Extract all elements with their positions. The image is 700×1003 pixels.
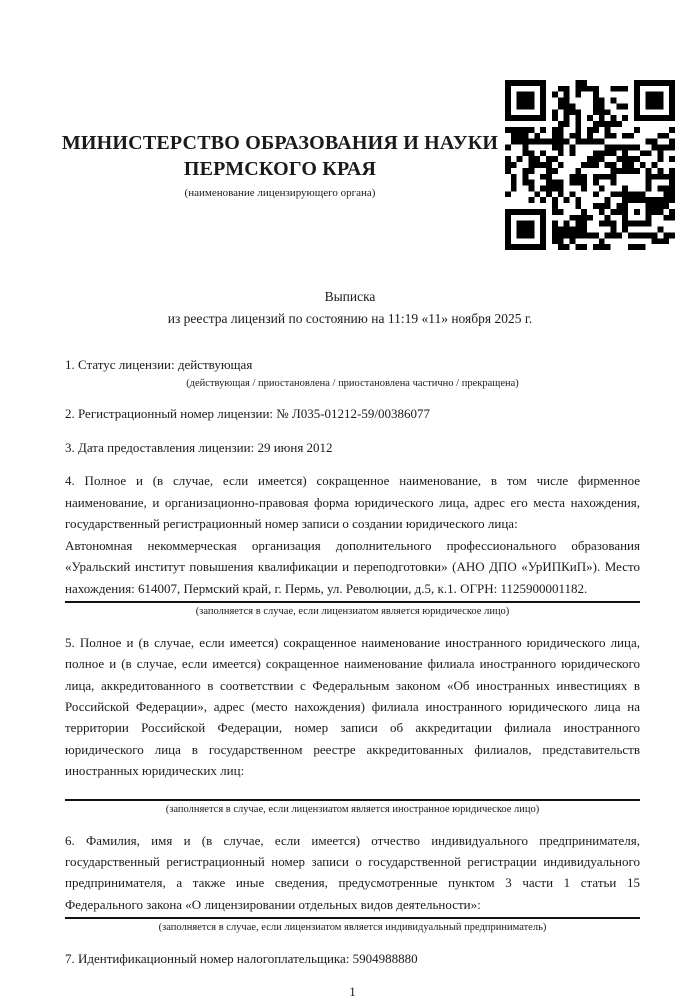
item-taxpayer-number [65, 948, 640, 969]
foreign-entity-rule-caption: (заполняется в случае, если лицензиатом является иностранное юридическое лицо) [165, 803, 540, 815]
document-title-line1: Выписка [324, 289, 376, 305]
document-title-line2: из реестра лицензий по состоянию на 11:19 «11» ноября 2025 г. [167, 310, 533, 326]
legal-entity-value: Автономная некоммерческая организация дополнительного профессионального образования «Уральский институт повышения квалификации и переподготовки» (АНО ДПО «УрИПКиП»). Место нахождения: 614007, Пермский край, г. Пермь, ул. Революции, д.5, к.1. ОГРН: 1125900001182. [65, 537, 640, 596]
individual-entrepreneur-rule-caption: (заполняется в случае, если лицензиатом является индивидуальный предприниматель) [158, 922, 547, 934]
legal-entity-rule [65, 601, 640, 603]
item-foreign-entity [65, 632, 640, 818]
qr-code-icon [505, 80, 675, 250]
item-registration-number [65, 403, 640, 424]
taxpayer-number-text: 7. Идентификационный номер налогоплательщика: 5904988880 [65, 951, 418, 967]
license-status-options-caption: (действующая / приостановлена / приостановлена частично / прекращена) [186, 377, 519, 389]
document-body [65, 354, 640, 1003]
registration-number-text: 2. Регистрационный номер лицензии: № Л035-01212-59/00386077 [65, 406, 431, 422]
individual-entrepreneur-rule [65, 917, 640, 919]
license-status-text: 1. Статус лицензии: действующая [65, 357, 253, 373]
item-legal-entity [65, 470, 640, 619]
item-individual-entrepreneur [65, 830, 640, 937]
license-date-text: 3. Дата предоставления лицензии: 29 июня 2012 [65, 439, 333, 455]
foreign-entity-blank-value [65, 782, 640, 797]
item-license-date [65, 437, 640, 458]
legal-entity-intro: 4. Полное и (в случае, если имеется) сокращенное наименование, в том числе фирменное наименование, и организационно-правовая форма юридического лица, адрес его места нахождения, государственный регистрационный номер записи о создании юридического лица: [65, 473, 640, 532]
legal-entity-rule-caption: (заполняется в случае, если лицензиатом является юридическое лицо) [195, 605, 510, 617]
qr-code-icon [505, 80, 675, 250]
item-license-status [65, 354, 640, 391]
authority-name-line1: МИНИСТЕРСТВО ОБРАЗОВАНИЯ И НАУКИ [61, 132, 499, 154]
licensing-authority-header [30, 0, 530, 200]
foreign-entity-rule [65, 799, 640, 801]
page-number: 1 [349, 984, 356, 1000]
foreign-entity-intro: 5. Полное и (в случае, если имеется) сокращенное наименование иностранного юридического лица, полное и (в случае, если имеется) сокращенное наименование филиала иностранного юридического лица, аккредитованного в соответствии с Федеральным законом «Об иностранных инвестициях в Российской Федерации», адрес (место нахождения) филиала иностранного юридического лица на территории Российской Федерации, номер записи об аккредитации филиала иностранного юридического лица в государственном реестре аккредитованных филиалов, представительств иностранных юридических лиц: [65, 634, 640, 779]
authority-name-caption: (наименование лицензирующего органа) [184, 186, 376, 199]
document-title [0, 286, 700, 329]
authority-name-line2: ПЕРМСКОГО КРАЯ [183, 158, 377, 181]
individual-entrepreneur-intro: 6. Фамилия, имя и (в случае, если имеется) отчество индивидуального предпринимателя, государственный регистрационный номер записи о государственной регистрации индивидуального предпринимателя, а также иные сведения, предусмотренные пунктом 3 части 1 статьи 15 Федерального закона «О лицензировании отдельных видов деятельности»: [65, 832, 640, 912]
